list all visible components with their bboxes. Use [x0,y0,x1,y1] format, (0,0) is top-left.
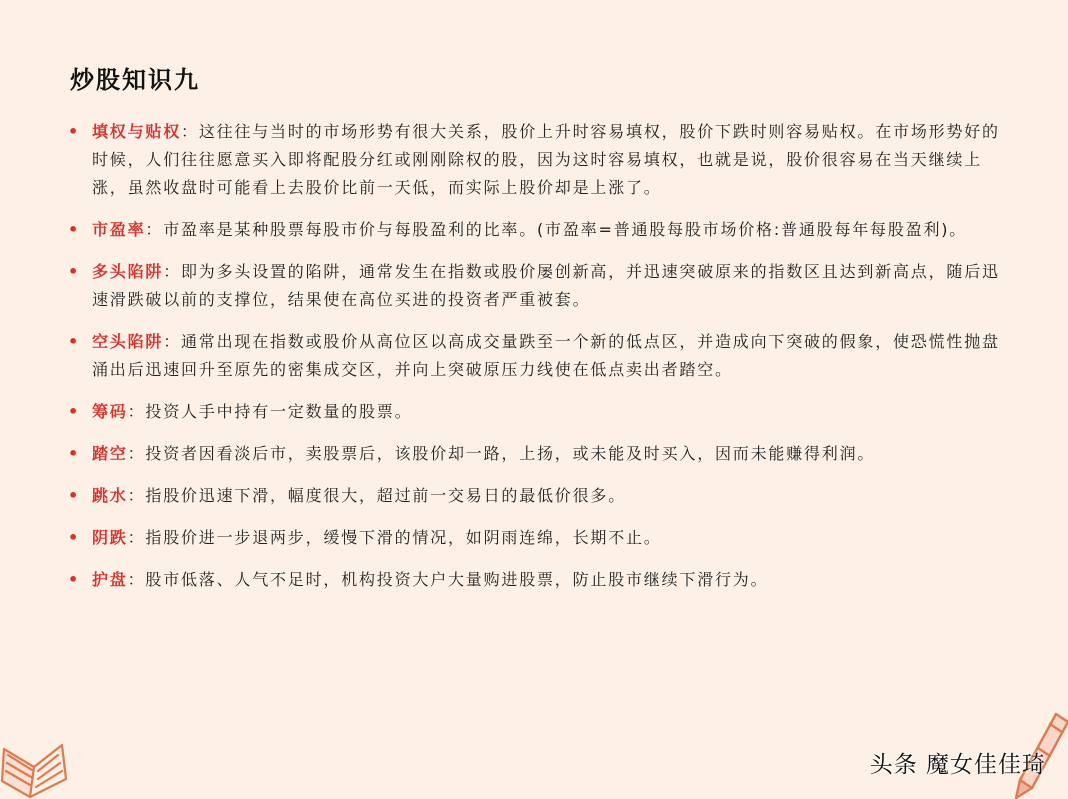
watermark: 头条 魔女佳佳琦 [869,752,1046,778]
list-item [68,258,1003,314]
term-label: 护盘 [92,570,128,589]
term-label: 阴跌 [92,528,128,547]
bullet: • [68,332,81,351]
list-item [68,216,1003,244]
term-label: 多头陷阱 [92,262,164,281]
bullet: • [68,122,81,141]
list-item [68,440,1003,468]
list-item [68,328,1003,384]
bullet: • [68,528,81,547]
term-definition: ：股市低落、人气不足时，机构投资大户大量购进股票，防止股市继续下滑行为。 [127,570,769,589]
book-icon [0,709,80,799]
term-definition: ：指股价迅速下滑，幅度很大，超过前一交易日的最低价很多。 [127,486,627,505]
term-list [68,118,1003,608]
list-item [68,118,1003,202]
bullet: • [68,402,81,421]
term-label: 填权与贴权 [92,122,182,141]
bullet: • [68,486,81,505]
term-definition: ：通常出现在指数或股价从高位区以高成交量跌至一个新的低点区，并造成向下突破的假象，使恐慌性抛盘涌出后迅速回升至原先的密集成交区，并向上突破原压力线使在低点卖出者踏空。 [92,332,1000,379]
list-item [68,482,1003,510]
term-definition: ：投资者因看淡后市，卖股票后，该股价却一路，上扬，或未能及时买入，因而未能赚得利润。 [127,444,876,463]
list-item [68,524,1003,552]
bullet: • [68,444,81,463]
term-definition: ：即为多头设置的陷阱，通常发生在指数或股价屡创新高，并迅速突破原来的指数区且达到新高点，随后迅速滑跌破以前的支撑位，结果使在高位买进的投资者严重被套。 [92,262,1000,309]
list-item [68,566,1003,594]
term-definition: ：这往往与当时的市场形势有很大关系，股价上升时容易填权，股价下跌时则容易贴权。在市场形势好的时候，人们往往愿意买入即将配股分红或刚刚除权的股，因为这时容易填权，也就是说，股价很容易在当天继续上涨，虽然收盘时可能看上去股价比前一天低，而实际上股价却是上涨了。 [92,122,1000,197]
term-definition: ：市盈率是某种股票每股市价与每股盈利的比率。(市盈率=普通股每股市场价格:普通股每年每股盈利)。 [145,220,968,239]
bullet: • [68,262,81,281]
page-title: 炒股知识九 [70,66,200,94]
term-label: 跳水 [92,486,128,505]
term-label: 筹码 [92,402,128,421]
term-definition: ：指股价进一步退两步，缓慢下滑的情况，如阴雨连绵，长期不止。 [127,528,662,547]
list-item [68,398,1003,426]
term-label: 空头陷阱 [92,332,164,351]
term-definition: ：投资人手中持有一定数量的股票。 [127,402,413,421]
term-label: 市盈率 [92,220,146,239]
bullet: • [68,220,81,239]
bullet: • [68,570,81,589]
term-label: 踏空 [92,444,128,463]
